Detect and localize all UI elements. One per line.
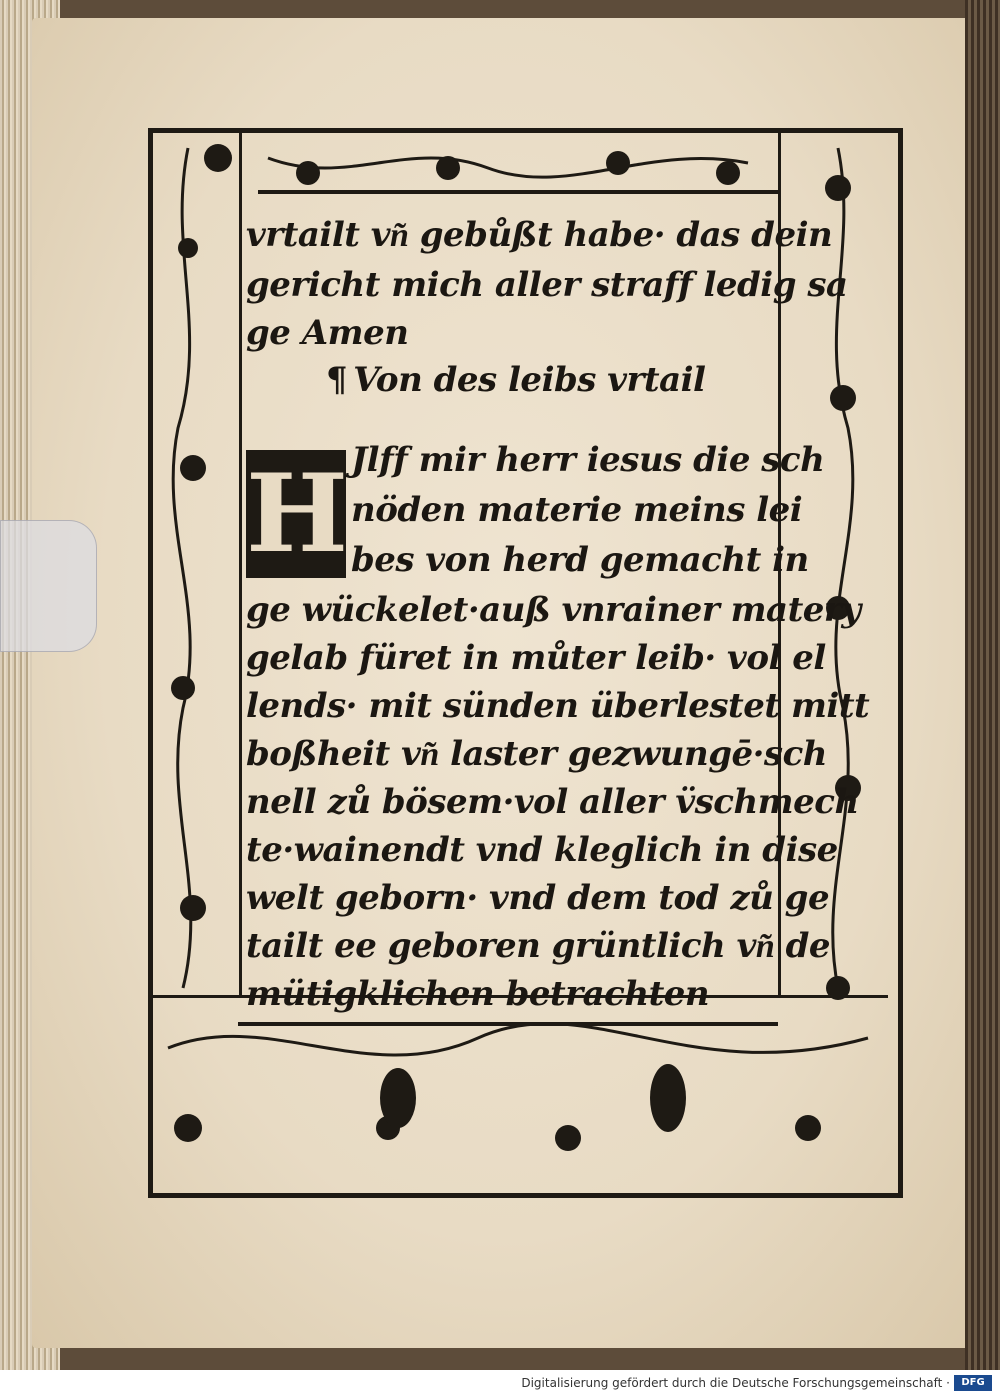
text-line: gericht mich aller straff ledig sa [246,265,848,305]
page-clip [0,520,97,652]
text-line: boßheit vn͂ laster gezwungē·sch [246,734,827,774]
section-heading-text: Von des leibs vrtail [353,360,706,400]
text-line: bes von herd gemacht in [351,540,809,580]
text-line: nöden materie meins lei [351,490,803,530]
pilcrow-icon: ¶ [326,360,348,400]
text-line: ge wückelet·auß vnrainer matery [246,590,861,630]
text-line: te·wainendt vnd kleglich in dise [246,830,838,870]
text-line: Jlff mir herr iesus die sch [351,440,825,480]
text-line: vrtailt vn͂ gebůßt habe· das dein [246,215,833,255]
text-line: tailt ee geboren grüntlich vn͂ de [246,926,830,966]
section-heading [326,360,705,400]
dfg-logo: DFG [954,1375,992,1391]
text-line: nell zů bösem·vol aller v̈schmech [246,782,859,822]
text-line: welt geborn· vnd dem tod zů ge [246,878,830,918]
text-line: mütigklichen betrachten [246,974,710,1014]
text-line: ge Amen [246,313,409,353]
decorated-initial: H [246,451,349,577]
text-line: lends· mit sünden überlestet mitt [246,686,870,726]
footer-bar [0,1370,1000,1397]
book-edge-right [965,0,1000,1370]
text-line: gelab füret in můter leib· vol el [246,638,826,678]
footer-credit: Digitalisierung gefördert durch die Deutsche Forschungsgemeinschaft · [521,1376,950,1390]
text-bottom-rule [238,1022,778,1026]
